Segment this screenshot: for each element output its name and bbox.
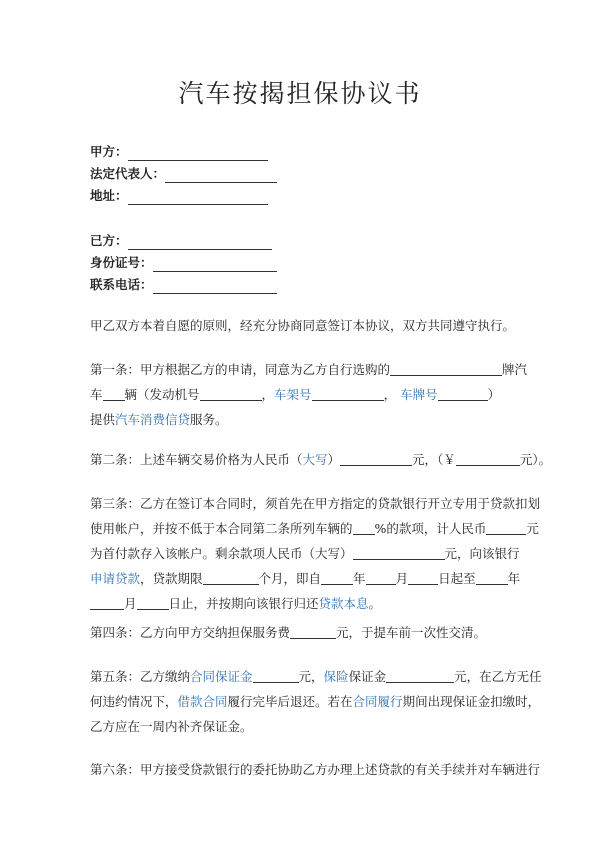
party-a-blank[interactable] [128,146,268,161]
article-2-text-b: ） [327,452,341,467]
price-words-blank[interactable] [340,451,412,466]
engine-number-blank[interactable] [200,386,262,401]
intro-paragraph: 甲乙双方本着自愿的原则，经充分协商同意签订本协议，双方共同遵守执行。 [90,318,516,333]
vin-blank[interactable] [312,386,384,401]
party-b-row [90,232,272,250]
article-3-year-1: 年 [353,571,366,586]
article-6 [90,757,541,782]
insurance-link[interactable]: 保险 [323,669,349,684]
article-1-comma-2: ， [383,387,397,402]
address-row [90,187,268,205]
article-3-line-1: 第三条：乙方在签订本合同时，须首先在甲方指定的贷款银行开立专用于贷款扣划 [90,496,541,511]
loan-contract-link[interactable]: 借款合同 [177,694,228,709]
party-a-row [90,143,268,161]
article-5-line-2 [90,689,541,714]
service-fee-blank[interactable] [290,624,336,639]
vehicle-count-blank[interactable] [103,386,125,401]
remaining-amount-blank[interactable] [353,545,445,560]
article-3-month-1: 月 [395,571,409,586]
article-4-text-b: 元，于提车前一次性交清。 [336,625,487,640]
article-3-year-2: 年 [507,571,521,586]
loan-application-link[interactable]: 申请贷款 [90,571,141,586]
article-1-paren: ） [487,387,501,402]
article-1-line-3 [90,407,515,432]
legal-rep-blank[interactable] [165,168,277,183]
article-1-line-1 [90,357,528,382]
article-2-text-d: 元）。 [519,452,552,467]
contract-deposit-link[interactable]: 合同保证金 [190,669,253,684]
down-payment-percent-blank[interactable] [353,520,375,535]
article-5-line-3: 乙方应在一周内补齐保证金。 [90,719,253,734]
id-number-blank[interactable] [153,257,277,272]
car-brand-blank[interactable] [390,361,502,376]
auto-credit-link[interactable]: 汽车消费信贷 [115,412,191,427]
loan-term-blank[interactable] [203,570,259,585]
document-title: 汽车按揭担保协议书 [178,79,422,108]
article-5-text-a: 第五条：乙方缴纳 [90,669,191,684]
contract-performance-link[interactable]: 合同履行 [352,694,403,709]
party-b-blank[interactable] [128,235,272,250]
article-3-text-e: 元，向该银行 [444,546,520,561]
id-number-label: 身份证号： [90,255,153,270]
end-month-blank[interactable] [90,595,124,610]
article-3 [90,491,541,616]
article-3-period: 。 [368,596,382,611]
article-3-text-i: 日止，并按期向该银行归还 [168,596,319,611]
end-day-blank[interactable] [137,595,169,610]
address-label: 地址： [90,188,128,203]
article-1-comma-1: ， [261,387,275,402]
article-3-line-4 [90,566,521,591]
article-5-text-c: 保证金 [348,669,387,684]
article-5-text-b: 元， [298,669,324,684]
article-1-text-e: 提供 [90,412,116,427]
plate-number-link[interactable]: 车牌号 [400,387,438,402]
phone-blank[interactable] [153,279,277,294]
article-3-text-f: ，贷款期限 [140,571,203,586]
article-1-text-c: 车 [90,387,103,402]
article-1-text-b: 牌汽 [502,362,528,377]
party-a-label: 甲方： [90,144,128,159]
article-3-text-h: 日起至 [438,571,476,586]
vin-link[interactable]: 车架号 [274,387,312,402]
article-1 [90,357,528,432]
end-year-blank[interactable] [476,570,508,585]
article-6-line-1: 第六条：甲方接受贷款银行的委托协助乙方办理上述贷款的有关手续并对车辆进行 [90,762,541,777]
article-3-text-c: 元 [526,521,539,536]
start-year-blank[interactable] [321,570,353,585]
article-5-text-g: 期间出现保证金扣缴时， [402,694,541,709]
legal-rep-label: 法定代表人： [90,166,166,181]
contract-deposit-blank[interactable] [253,668,299,683]
article-4 [90,620,515,645]
article-3-text-b: %的款项，计人民币 [374,521,487,536]
phone-label: 联系电话： [90,277,153,292]
article-1-text-f: 服务。 [190,412,228,427]
article-5-text-d: 元，在乙方无任 [454,669,542,684]
id-number-row [90,254,277,272]
article-2-text-c: 元，（￥ [412,452,456,467]
article-3-month-2: 月 [124,596,137,611]
article-1-text-a: 第一条：甲方根据乙方的申请，同意为乙方自行选购的 [90,362,391,377]
article-5-text-e: 何违约情况下， [90,694,178,709]
article-5-line-1 [90,664,542,689]
article-3-line-5 [90,591,515,616]
article-2 [90,447,552,472]
article-5-text-f: 履行完毕后退还。若在 [227,694,353,709]
loan-principal-interest-link[interactable]: 贷款本息 [318,596,369,611]
article-3-text-d: 为首付款存入该帐户。剩余款项人民币（大写） [90,546,353,561]
article-1-line-2 [90,382,515,407]
address-blank[interactable] [128,190,268,205]
article-2-text-a: 第二条：上述车辆交易价格为人民币（ [90,452,303,467]
party-b-label: 已方： [90,233,128,248]
article-3-text-g: 个月，即自 [258,571,322,586]
article-5 [90,664,542,739]
down-payment-amount-blank[interactable] [486,520,526,535]
plate-number-blank[interactable] [438,386,488,401]
phone-row [90,276,277,294]
start-month-blank[interactable] [366,570,396,585]
article-1-text-d: 辆（发动机号 [124,387,200,402]
article-3-line-2 [90,516,539,541]
uppercase-amount-link[interactable]: 大写 [302,452,328,467]
article-3-text-a: 使用帐户，并按不低于本合同第二条所列车辆的 [90,521,353,536]
insurance-deposit-blank[interactable] [386,668,454,683]
article-3-line-3 [90,541,520,566]
article-4-text-a: 第四条：乙方向甲方交纳担保服务费 [90,625,291,640]
price-number-blank[interactable] [456,451,520,466]
legal-rep-row [90,165,277,183]
start-day-blank[interactable] [408,570,438,585]
